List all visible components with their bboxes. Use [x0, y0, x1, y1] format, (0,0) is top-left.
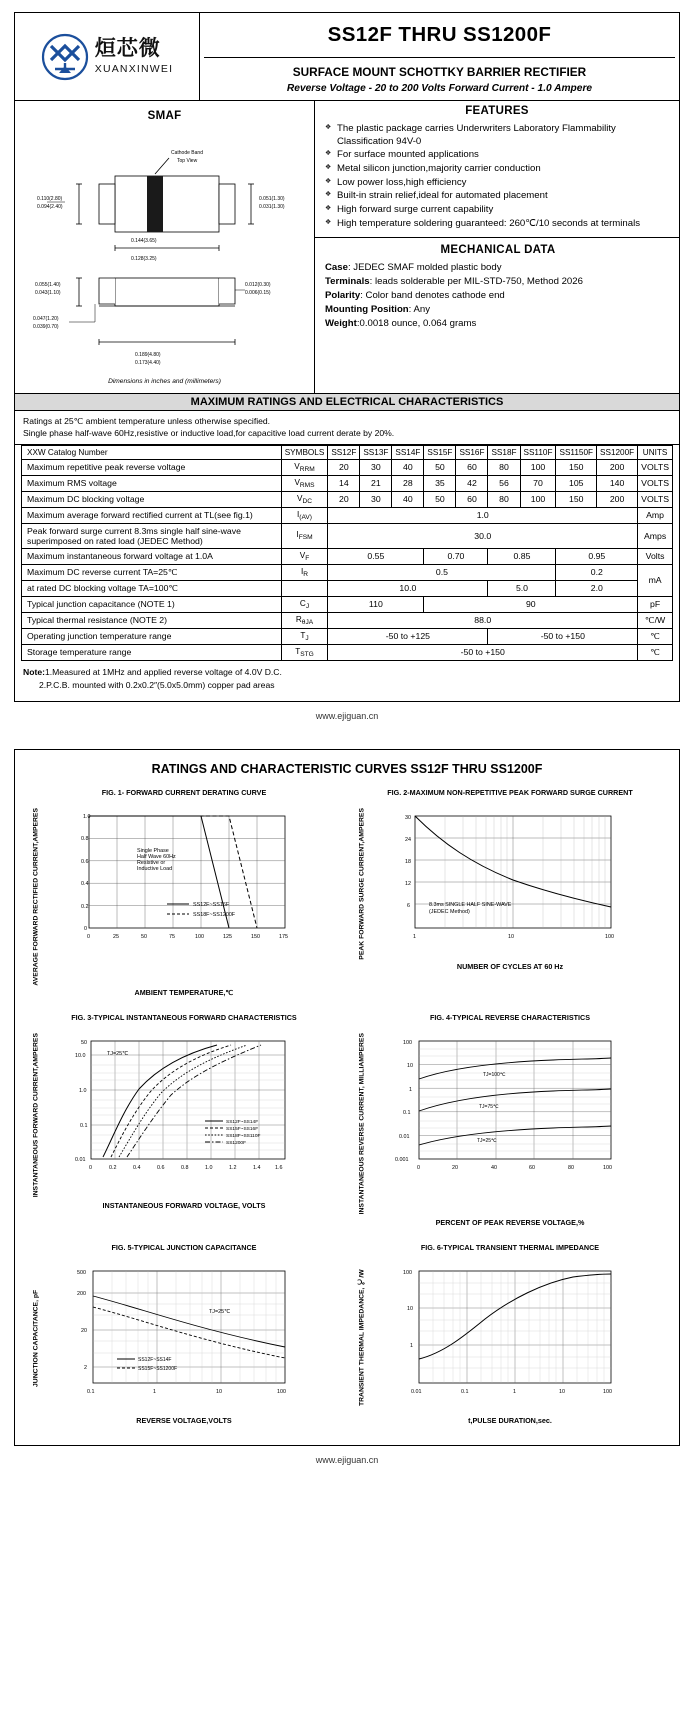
curves-title: RATINGS AND CHARACTERISTIC CURVES SS12F THRU SS1200F [151, 761, 543, 776]
svg-text:10.0: 10.0 [75, 1053, 86, 1060]
svg-text:0.4: 0.4 [133, 1165, 141, 1172]
table-notes [15, 661, 679, 701]
svg-text:Cathode Band: Cathode Band [171, 150, 203, 156]
row-cell: 30.0 [328, 523, 638, 548]
svg-text:Half Wave 60Hz: Half Wave 60Hz [137, 853, 176, 860]
row-cell: 35 [424, 475, 456, 491]
row-cell: 200 [597, 459, 638, 475]
row-cell: 60 [456, 491, 488, 507]
note-1: 1.Measured at 1MHz and applied reverse voltage of 4.0V D.C. [44, 666, 282, 677]
figure-1 [21, 782, 347, 1008]
svg-text:0.4: 0.4 [81, 880, 89, 887]
mech-value: : Color band denotes cathode end [360, 290, 505, 302]
svg-text:24: 24 [405, 836, 411, 843]
svg-text:SS15F~SS1200F: SS15F~SS1200F [138, 1365, 178, 1372]
svg-text:0.043(1.10): 0.043(1.10) [35, 290, 61, 296]
features-mechanical-block [315, 101, 679, 393]
list-item: ❖ The plastic package carries Underwriters Laboratory Flammability Classification 94V-0 [325, 123, 671, 148]
row-symbol: $V_{DC}$ [281, 491, 328, 507]
svg-text:18: 18 [405, 858, 411, 865]
figure-3 [21, 1007, 347, 1236]
header-units: UNITS [638, 445, 673, 459]
svg-text:0.1: 0.1 [403, 1110, 411, 1117]
list-item: ❖ For surface mounted applications [325, 149, 671, 162]
svg-text:SS18F~SS110F: SS18F~SS110F [226, 1134, 261, 1140]
row-cell: 14 [328, 475, 360, 491]
page-subtitle-2: Reverse Voltage - 20 to 200 Volts Forward Current - 1.0 Ampere [286, 83, 593, 94]
svg-text:1.2: 1.2 [229, 1165, 237, 1172]
svg-text:0.6: 0.6 [157, 1165, 165, 1172]
svg-text:125: 125 [223, 933, 232, 940]
row-cell: 50 [424, 491, 456, 507]
row-cell: 200 [597, 491, 638, 507]
row-name: Typical thermal resistance (NOTE 2) [22, 612, 282, 628]
ratings-preamble [15, 411, 679, 445]
svg-text:Inductive Load: Inductive Load [137, 865, 173, 872]
row-name: Maximum instantaneous forward voltage at 1.0A [22, 548, 282, 564]
note-2: 2.P.C.B. mounted with 0.2x0.2″(5.0x5.0mm) copper pad areas [39, 679, 275, 690]
mech-key: Polarity [325, 290, 361, 302]
svg-text:0.094(2.40): 0.094(2.40) [37, 204, 63, 210]
package-drawing-block [15, 101, 315, 393]
row-cell: -50 to +125 [328, 628, 488, 644]
svg-text:0: 0 [417, 1165, 420, 1172]
svg-text:1: 1 [413, 933, 416, 940]
row-unit: pF [638, 596, 673, 612]
row-cell: 105 [556, 475, 597, 491]
svg-text:Single Phase: Single Phase [137, 847, 169, 854]
header-part: SS13F [360, 445, 392, 459]
mech-value: : leads solderable per MIL-STD-750, Method 2026 [369, 276, 583, 288]
header-part: SS18F [488, 445, 520, 459]
svg-text:0.173(4.40): 0.173(4.40) [135, 360, 161, 366]
list-item: ❖ Built-in strain relief,ideal for automated placement [325, 190, 671, 203]
svg-text:10: 10 [216, 1388, 222, 1395]
figure-2-ylabel: PEAK FORWARD SURGE CURRENT,AMPERES [358, 807, 366, 960]
company-name-cn: 烜芯微 [94, 37, 161, 61]
header-part: SS14F [392, 445, 424, 459]
package-title: SMAF [147, 110, 182, 122]
table-row [22, 548, 673, 564]
svg-text:25: 25 [113, 933, 119, 940]
mech-key: Case [325, 262, 348, 274]
svg-text:60: 60 [529, 1165, 535, 1172]
mech-key: Terminals [325, 276, 370, 288]
row-cell: 10.0 [328, 580, 488, 596]
figure-5-title: FIG. 5-TYPICAL JUNCTION CAPACITANCE [111, 1242, 257, 1252]
svg-text:SS1200F: SS1200F [226, 1141, 247, 1147]
row-cell: 2.0 [556, 580, 638, 596]
svg-text:TJ=100℃: TJ=100℃ [483, 1072, 506, 1079]
row-symbol: $C_J$ [281, 596, 328, 612]
row-cell: 70 [520, 475, 556, 491]
mech-key: Mounting Position [325, 304, 409, 316]
row-cell: 21 [360, 475, 392, 491]
svg-text:0.001: 0.001 [395, 1157, 409, 1164]
svg-text:100: 100 [603, 1165, 612, 1172]
figure-6-xlabel: t,PULSE DURATION,sec. [468, 1415, 552, 1425]
row-cell: 0.55 [328, 548, 424, 564]
svg-text:20: 20 [452, 1165, 458, 1172]
svg-text:SS18F~SS1200F: SS18F~SS1200F [193, 911, 236, 918]
features-list [315, 123, 679, 237]
svg-text:1.4: 1.4 [253, 1165, 261, 1172]
svg-text:SS12F~SS14F: SS12F~SS14F [138, 1356, 172, 1363]
row-unit: VOLTS [638, 491, 673, 507]
figure-6 [347, 1237, 673, 1435]
row-unit: ℃ [638, 644, 673, 660]
row-cell: 40 [392, 491, 424, 507]
svg-text:SS12F~SS16F: SS12F~SS16F [193, 901, 230, 908]
svg-text:0: 0 [84, 925, 87, 932]
svg-text:10: 10 [559, 1388, 565, 1395]
row-symbol: $I_{(AV)}$ [281, 507, 328, 523]
header-part: SS110F [520, 445, 556, 459]
curves-grid [15, 782, 679, 1445]
mechanical-data-block [315, 237, 679, 340]
dimension-note: Dimensions in inches and (millimeters) [108, 378, 221, 385]
svg-text:0.8: 0.8 [81, 835, 89, 842]
row-cell: 0.2 [556, 564, 638, 580]
list-item: ❖ High forward surge current capability [325, 204, 671, 217]
svg-text:0.110(2.80): 0.110(2.80) [37, 196, 63, 202]
list-item: ❖ Metal silicon junction,majority carrier conduction [325, 163, 671, 176]
svg-text:0.1: 0.1 [80, 1123, 88, 1130]
svg-text:0.051(1.30): 0.051(1.30) [259, 196, 285, 202]
table-header-row [22, 445, 673, 459]
svg-text:200: 200 [77, 1290, 86, 1297]
ratings-title: MAXIMUM RATINGS AND ELECTRICAL CHARACTERISTICS [15, 394, 679, 411]
svg-text:8.3ms SINGLE HALF SINE-WAVE: 8.3ms SINGLE HALF SINE-WAVE [429, 901, 512, 908]
row-cell: 30 [360, 491, 392, 507]
row-name: at rated DC blocking voltage TA=100℃ [22, 580, 282, 596]
row-name: Peak forward surge current 8.3ms single half sine-wave superimposed on rated load (JEDEC Method) [22, 523, 282, 548]
datasheet-page-1 [0, 0, 694, 737]
svg-text:Resistive or: Resistive or [137, 859, 166, 866]
header-catalog: XXW Catalog Number [22, 445, 282, 459]
svg-text:0.6: 0.6 [81, 858, 89, 865]
row-unit: VOLTS [638, 475, 673, 491]
figure-3-xlabel: INSTANTANEOUS FORWARD VOLTAGE, VOLTS [102, 1200, 266, 1210]
svg-text:0.2: 0.2 [81, 903, 89, 910]
svg-text:1: 1 [410, 1342, 413, 1349]
row-name: Maximum DC reverse current TA=25℃ [22, 564, 282, 580]
figure-4-xlabel: PERCENT OF PEAK REVERSE VOLTAGE,% [435, 1217, 585, 1227]
row-symbol: $V_{RMS}$ [281, 475, 328, 491]
row-cell: -50 to +150 [488, 628, 638, 644]
title-block [200, 13, 679, 100]
row-cell: 20 [328, 491, 360, 507]
row-symbol: $R_{\theta JA}$ [281, 612, 328, 628]
svg-text:100: 100 [195, 933, 204, 940]
svg-text:TJ=25℃: TJ=25℃ [477, 1138, 497, 1145]
row-symbol: $V_{RRM}$ [281, 459, 328, 475]
svg-text:0.039(0.70): 0.039(0.70) [33, 324, 59, 330]
figure-6-ylabel: TRANSIENT THERMAL IMPEDANCE, ℃/W [358, 1269, 366, 1407]
company-logo-block [15, 13, 200, 100]
table-row [22, 523, 673, 548]
figure-3-plot [47, 1033, 343, 1197]
row-cell: 0.5 [328, 564, 556, 580]
mech-row [325, 304, 671, 317]
figure-6-plot [373, 1263, 669, 1413]
figure-4-ylabel: INSTANTANEOUS REVERSE CURRENT, MILLIAMPERES [358, 1033, 366, 1215]
svg-text:1.0: 1.0 [79, 1088, 87, 1095]
svg-text:10: 10 [407, 1063, 413, 1070]
mech-value: : Any [408, 304, 431, 316]
row-cell: 0.70 [424, 548, 488, 564]
svg-text:0.1: 0.1 [461, 1388, 469, 1395]
row-unit: mA [638, 564, 673, 596]
svg-text:0.8: 0.8 [181, 1165, 189, 1172]
table-row [22, 628, 673, 644]
svg-text:TJ=75℃: TJ=75℃ [479, 1104, 499, 1111]
row-unit: VOLTS [638, 459, 673, 475]
svg-text:1.6: 1.6 [275, 1165, 283, 1172]
row-name: Maximum DC blocking voltage [22, 491, 282, 507]
svg-text:1.0: 1.0 [205, 1165, 213, 1172]
footer-url-page1: www.ejiguan.cn [315, 710, 379, 721]
figure-5-plot [47, 1263, 343, 1413]
row-symbol: $I_{FSM}$ [281, 523, 328, 548]
svg-text:20: 20 [81, 1327, 87, 1334]
svg-text:(JEDEC Method): (JEDEC Method) [429, 908, 470, 915]
preamble-line-1: Ratings at 25℃ ambient temperature unless otherwise specified. [23, 416, 271, 426]
figure-5-ylabel: JUNCTION CAPACITANCE, pF [32, 1289, 40, 1387]
note-head: Note: [23, 666, 45, 677]
header-part: SS12F [328, 445, 360, 459]
row-symbol [281, 580, 328, 596]
row-name: Maximum average forward rectified current at TL(see fig.1) [22, 507, 282, 523]
svg-text:1: 1 [409, 1087, 412, 1094]
row-name: Maximum RMS voltage [22, 475, 282, 491]
row-name: Maximum repetitive peak reverse voltage [22, 459, 282, 475]
row-name: Storage temperature range [22, 644, 282, 660]
header-part: SS16F [456, 445, 488, 459]
figure-5 [21, 1237, 347, 1435]
svg-text:100: 100 [605, 933, 614, 940]
svg-text:40: 40 [491, 1165, 497, 1172]
ratings-table [21, 445, 673, 661]
row-cell: 80 [488, 491, 520, 507]
row-name: Operating junction temperature range [22, 628, 282, 644]
footer-url-page2: www.ejiguan.cn [315, 1454, 379, 1465]
row-cell: 0.85 [488, 548, 556, 564]
svg-text:50: 50 [81, 1040, 87, 1047]
mech-value: : JEDEC SMAF molded plastic body [347, 262, 502, 274]
row-symbol: $V_F$ [281, 548, 328, 564]
figure-4-title: FIG. 4-TYPICAL REVERSE CHARACTERISTICS [429, 1013, 590, 1023]
figure-2 [347, 782, 673, 1008]
figure-3-ylabel: INSTANTANEOUS FORWARD CURRENT,AMPERES [32, 1033, 40, 1198]
header-part: SS1200F [597, 445, 638, 459]
svg-text:100: 100 [403, 1040, 412, 1047]
svg-text:80: 80 [568, 1165, 574, 1172]
page-title: SS12F THRU SS1200F [327, 23, 552, 46]
table-row [22, 564, 673, 580]
row-cell: 28 [392, 475, 424, 491]
row-name: Typical junction capacitance (NOTE 1) [22, 596, 282, 612]
document-header [15, 13, 679, 101]
row-cell: 100 [520, 459, 556, 475]
svg-text:TJ=25℃: TJ=25℃ [107, 1051, 129, 1058]
svg-text:12: 12 [405, 880, 411, 887]
features-title: FEATURES [465, 105, 529, 117]
row-cell: 80 [488, 459, 520, 475]
row-unit: Volts [638, 548, 673, 564]
mech-row [325, 262, 671, 275]
package-and-features [15, 101, 679, 394]
table-row [22, 459, 673, 475]
row-cell: 42 [456, 475, 488, 491]
row-symbol: $I_R$ [281, 564, 328, 580]
svg-text:1: 1 [153, 1388, 156, 1395]
svg-text:100: 100 [403, 1269, 412, 1276]
row-symbol: $T_{STG}$ [281, 644, 328, 660]
table-row [22, 475, 673, 491]
svg-text:0: 0 [87, 933, 90, 940]
svg-text:0.012(0.30): 0.012(0.30) [245, 282, 271, 288]
svg-text:10: 10 [508, 933, 514, 940]
datasheet-page-2 [0, 737, 694, 1481]
row-cell: 90 [424, 596, 638, 612]
figure-2-plot [373, 808, 669, 960]
preamble-line-2: Single phase half-wave 60Hz,resistive or inductive load,for capacitive load current derate by 20%. [23, 428, 395, 439]
svg-text:0.144(3.65): 0.144(3.65) [131, 238, 157, 244]
row-cell: 88.0 [328, 612, 638, 628]
page-subtitle: SURFACE MOUNT SCHOTTKY BARRIER RECTIFIER [204, 57, 675, 79]
row-cell: 150 [556, 459, 597, 475]
row-unit: ℃ [638, 628, 673, 644]
table-row [22, 580, 673, 596]
row-unit: ℃/W [638, 612, 673, 628]
svg-text:1: 1 [513, 1388, 516, 1395]
svg-text:2: 2 [84, 1364, 87, 1371]
mech-row [325, 318, 671, 331]
svg-text:500: 500 [77, 1269, 86, 1276]
row-cell: 140 [597, 475, 638, 491]
figure-1-ylabel: AVERAGE FORWARD RECTIFIED CURRENT,AMPERES [32, 807, 40, 986]
table-row [22, 596, 673, 612]
svg-text:0.047(1.20): 0.047(1.20) [33, 316, 59, 322]
svg-text:6: 6 [407, 902, 410, 909]
package-outline-drawing [19, 128, 310, 376]
row-unit: Amps [638, 523, 673, 548]
figure-4 [347, 1007, 673, 1236]
mech-row [325, 290, 671, 303]
row-cell: 50 [424, 459, 456, 475]
svg-text:50: 50 [141, 933, 147, 940]
figure-1-xlabel: AMBIENT TEMPERATURE,℃ [134, 988, 234, 998]
page1-sheet [14, 12, 680, 702]
row-cell: 150 [556, 491, 597, 507]
figure-1-plot [47, 808, 343, 986]
row-cell: 1.0 [328, 507, 638, 523]
svg-text:30: 30 [405, 814, 411, 821]
svg-text:0.055(1.40): 0.055(1.40) [35, 282, 61, 288]
mech-key: Weight [325, 318, 357, 329]
svg-text:100: 100 [603, 1388, 612, 1395]
row-cell: 30 [360, 459, 392, 475]
svg-text:175: 175 [279, 933, 288, 940]
svg-text:0.128(3.25): 0.128(3.25) [131, 256, 157, 262]
row-cell: 60 [456, 459, 488, 475]
row-symbol: $T_J$ [281, 628, 328, 644]
row-cell: 5.0 [488, 580, 556, 596]
svg-text:150: 150 [251, 933, 260, 940]
svg-text:0.1: 0.1 [87, 1388, 95, 1395]
table-row [22, 612, 673, 628]
company-name-en: XUANXINWEI [94, 62, 174, 75]
svg-text:SS12F~SS14F: SS12F~SS14F [226, 1120, 259, 1126]
figure-3-title: FIG. 3-TYPICAL INSTANTANEOUS FORWARD CHARACTERISTICS [71, 1013, 297, 1023]
xxw-logo-icon [41, 33, 89, 81]
row-cell: 20 [328, 459, 360, 475]
svg-text:10: 10 [407, 1305, 413, 1312]
mech-row [325, 276, 671, 289]
row-unit: Amp [638, 507, 673, 523]
list-item: ❖ Low power loss,high efficiency [325, 177, 671, 190]
page2-sheet [14, 749, 680, 1446]
row-cell: -50 to +150 [328, 644, 638, 660]
row-cell: 0.95 [556, 548, 638, 564]
svg-text:0.189(4.80): 0.189(4.80) [135, 352, 161, 358]
svg-text:0.01: 0.01 [399, 1134, 410, 1141]
svg-text:0.2: 0.2 [109, 1165, 117, 1172]
table-row [22, 644, 673, 660]
mech-value: :0.0018 ounce, 0.064 grams [356, 318, 477, 329]
row-cell: 40 [392, 459, 424, 475]
figure-2-title: FIG. 2-MAXIMUM NON-REPETITIVE PEAK FORWARD SURGE CURRENT [387, 787, 633, 797]
svg-text:0.01: 0.01 [411, 1388, 422, 1395]
figure-6-title: FIG. 6-TYPICAL TRANSIENT THERMAL IMPEDANCE [420, 1242, 600, 1252]
list-item: ❖ High temperature soldering guaranteed: 260℃/10 seconds at terminals [325, 218, 671, 231]
row-cell: 100 [520, 491, 556, 507]
svg-text:SS15F~SS16F: SS15F~SS16F [226, 1127, 259, 1133]
mechanical-title: MECHANICAL DATA [440, 244, 556, 257]
figure-2-xlabel: NUMBER OF CYCLES AT 60 Hz [456, 962, 564, 972]
svg-text:100: 100 [277, 1388, 286, 1395]
row-cell: 56 [488, 475, 520, 491]
svg-text:0.031(1.30): 0.031(1.30) [259, 204, 285, 210]
svg-text:1.0: 1.0 [83, 813, 91, 820]
table-row [22, 491, 673, 507]
figure-5-xlabel: REVERSE VOLTAGE,VOLTS [136, 1415, 232, 1425]
header-symbols: SYMBOLS [281, 445, 328, 459]
figure-1-title: FIG. 1- FORWARD CURRENT DERATING CURVE [101, 787, 267, 797]
row-cell: 110 [328, 596, 424, 612]
table-row [22, 507, 673, 523]
svg-text:0.01: 0.01 [75, 1157, 86, 1164]
svg-text:0.006(0.15): 0.006(0.15) [245, 290, 271, 296]
svg-text:Top View: Top View [177, 158, 198, 164]
header-part: SS1150F [556, 445, 597, 459]
svg-text:TJ=25℃: TJ=25℃ [209, 1308, 231, 1315]
svg-text:0: 0 [89, 1165, 92, 1172]
header-part: SS15F [424, 445, 456, 459]
figure-4-plot [373, 1033, 669, 1214]
svg-text:75: 75 [169, 933, 175, 940]
